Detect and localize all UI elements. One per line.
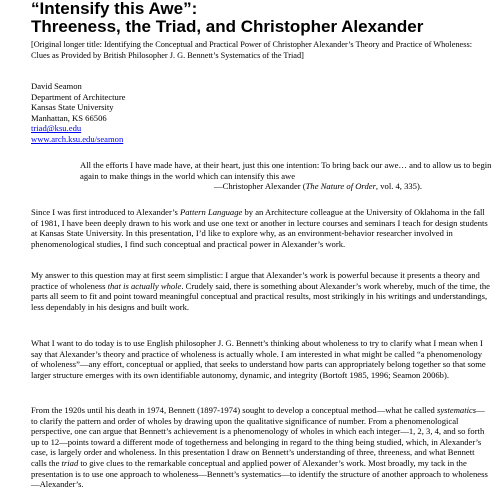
paragraph-1: Since I was first introduced to Alexander’s Pattern Language by an Architecture colleague at the University of Oklahoma in the fall of 1981, I have been deeply drawn to his work and use one text or another in lecture courses and seminars I teach for design students at Kansas State University. In this presentation, I’d like to explore why, as an environment-behavior researcher involved in phenomenological studies, I find such conceptual and practical power in Alexander’s work. bbox=[31, 207, 488, 249]
epigraph-attribution: —Christopher Alexander (The Nature of Order, vol. 4, 335). bbox=[214, 181, 422, 192]
epigraph bbox=[80, 160, 492, 192]
author-city: Manhattan, KS 66506 bbox=[31, 112, 107, 123]
original-title-note: [Original longer title: Identifying the Conceptual and Practical Power of Christopher Alexander’s Theory and Practice of Wholeness: Clues as Provided by British Philosopher J. G. Bennett’s Systematics of the Triad] bbox=[31, 40, 472, 60]
author-department: Department of Architecture bbox=[31, 91, 126, 102]
website-link[interactable]: www.arch.ksu.edu/seamon bbox=[31, 133, 124, 144]
email-link[interactable]: triad@ksu.edu bbox=[31, 123, 82, 134]
book-title: The Nature of Order bbox=[305, 181, 376, 192]
book-title-pattern-language: Pattern Language bbox=[180, 207, 243, 217]
title-line-1: “Intensify this Awe”: bbox=[31, 0, 198, 18]
paragraph-4: From the 1920s until his death in 1974, Bennett (1897-1974) sought to develop a conceptual method—what he called systematics—to clarify the pattern and order of wholes by drawing upon the qualitative significance of number. From a phenomenological perspective, one can argue that Bennett’s achievement is a phenomenology of wholes in which each integer—1, 2, 3, 4, and so forth up to 12—points toward a different mode of togetherness and belonging in regard to the thing being studied, which, in Alexander’s case, is largely order and wholeness. In this presentation I draw on Bennett’s understanding of three, threeness, and what Bennett calls the triad to give clues to the remarkable conceptual and applied power of Alexander’s work. Most broadly, my tack in the presentation is to use one approach to wholeness—Bennett’s systematics—to identify the structure of another approach to wholeness—Alexander’s. bbox=[31, 405, 488, 490]
emphasis-actually-whole: that is actually whole bbox=[107, 280, 182, 291]
emphasis-systematics: systematics bbox=[436, 405, 477, 415]
author-name: David Seamon bbox=[31, 81, 82, 91]
paragraph-2: My answer to this question may at first seem simplistic: I argue that Alexander’s work is powerful because it presents a theory and practice of wholeness that is actually whole. Crudely said, there is something about Alexander’s work whereby, much of the time, the parts all seem to fit and point toward meaningful conceptual and practical results, most strikingly in his writings and understandings, less dependably in his designs and built work. bbox=[31, 270, 490, 312]
author-block bbox=[31, 81, 126, 145]
title-line-2: Threeness, the Triad, and Christopher Alexander bbox=[31, 17, 424, 36]
paragraph-3: What I want to do today is to use English philosopher J. G. Bennett’s thinking about wholeness to try to clarify what I mean when I say that Alexander’s theory and practice of wholeness is actually whole. I am interested in what might be called “a phenomenology of wholeness”—any effort, conceptual or applied, that seeks to understand how parts can appropriately belong together so that some larger structure emerges with its own identifiable autonomy, dynamic, and integrity (Bortoft 1985, 1996; Seamon 2006b). bbox=[31, 338, 486, 380]
paper-title bbox=[31, 0, 491, 36]
epigraph-text: All the efforts I have made have, at their heart, just this one intention: To bring back our awe… and to allow us to begin again to make things in the world which can intensify this awe bbox=[80, 160, 492, 181]
emphasis-triad: triad bbox=[61, 457, 79, 468]
author-university: Kansas State University bbox=[31, 102, 114, 113]
